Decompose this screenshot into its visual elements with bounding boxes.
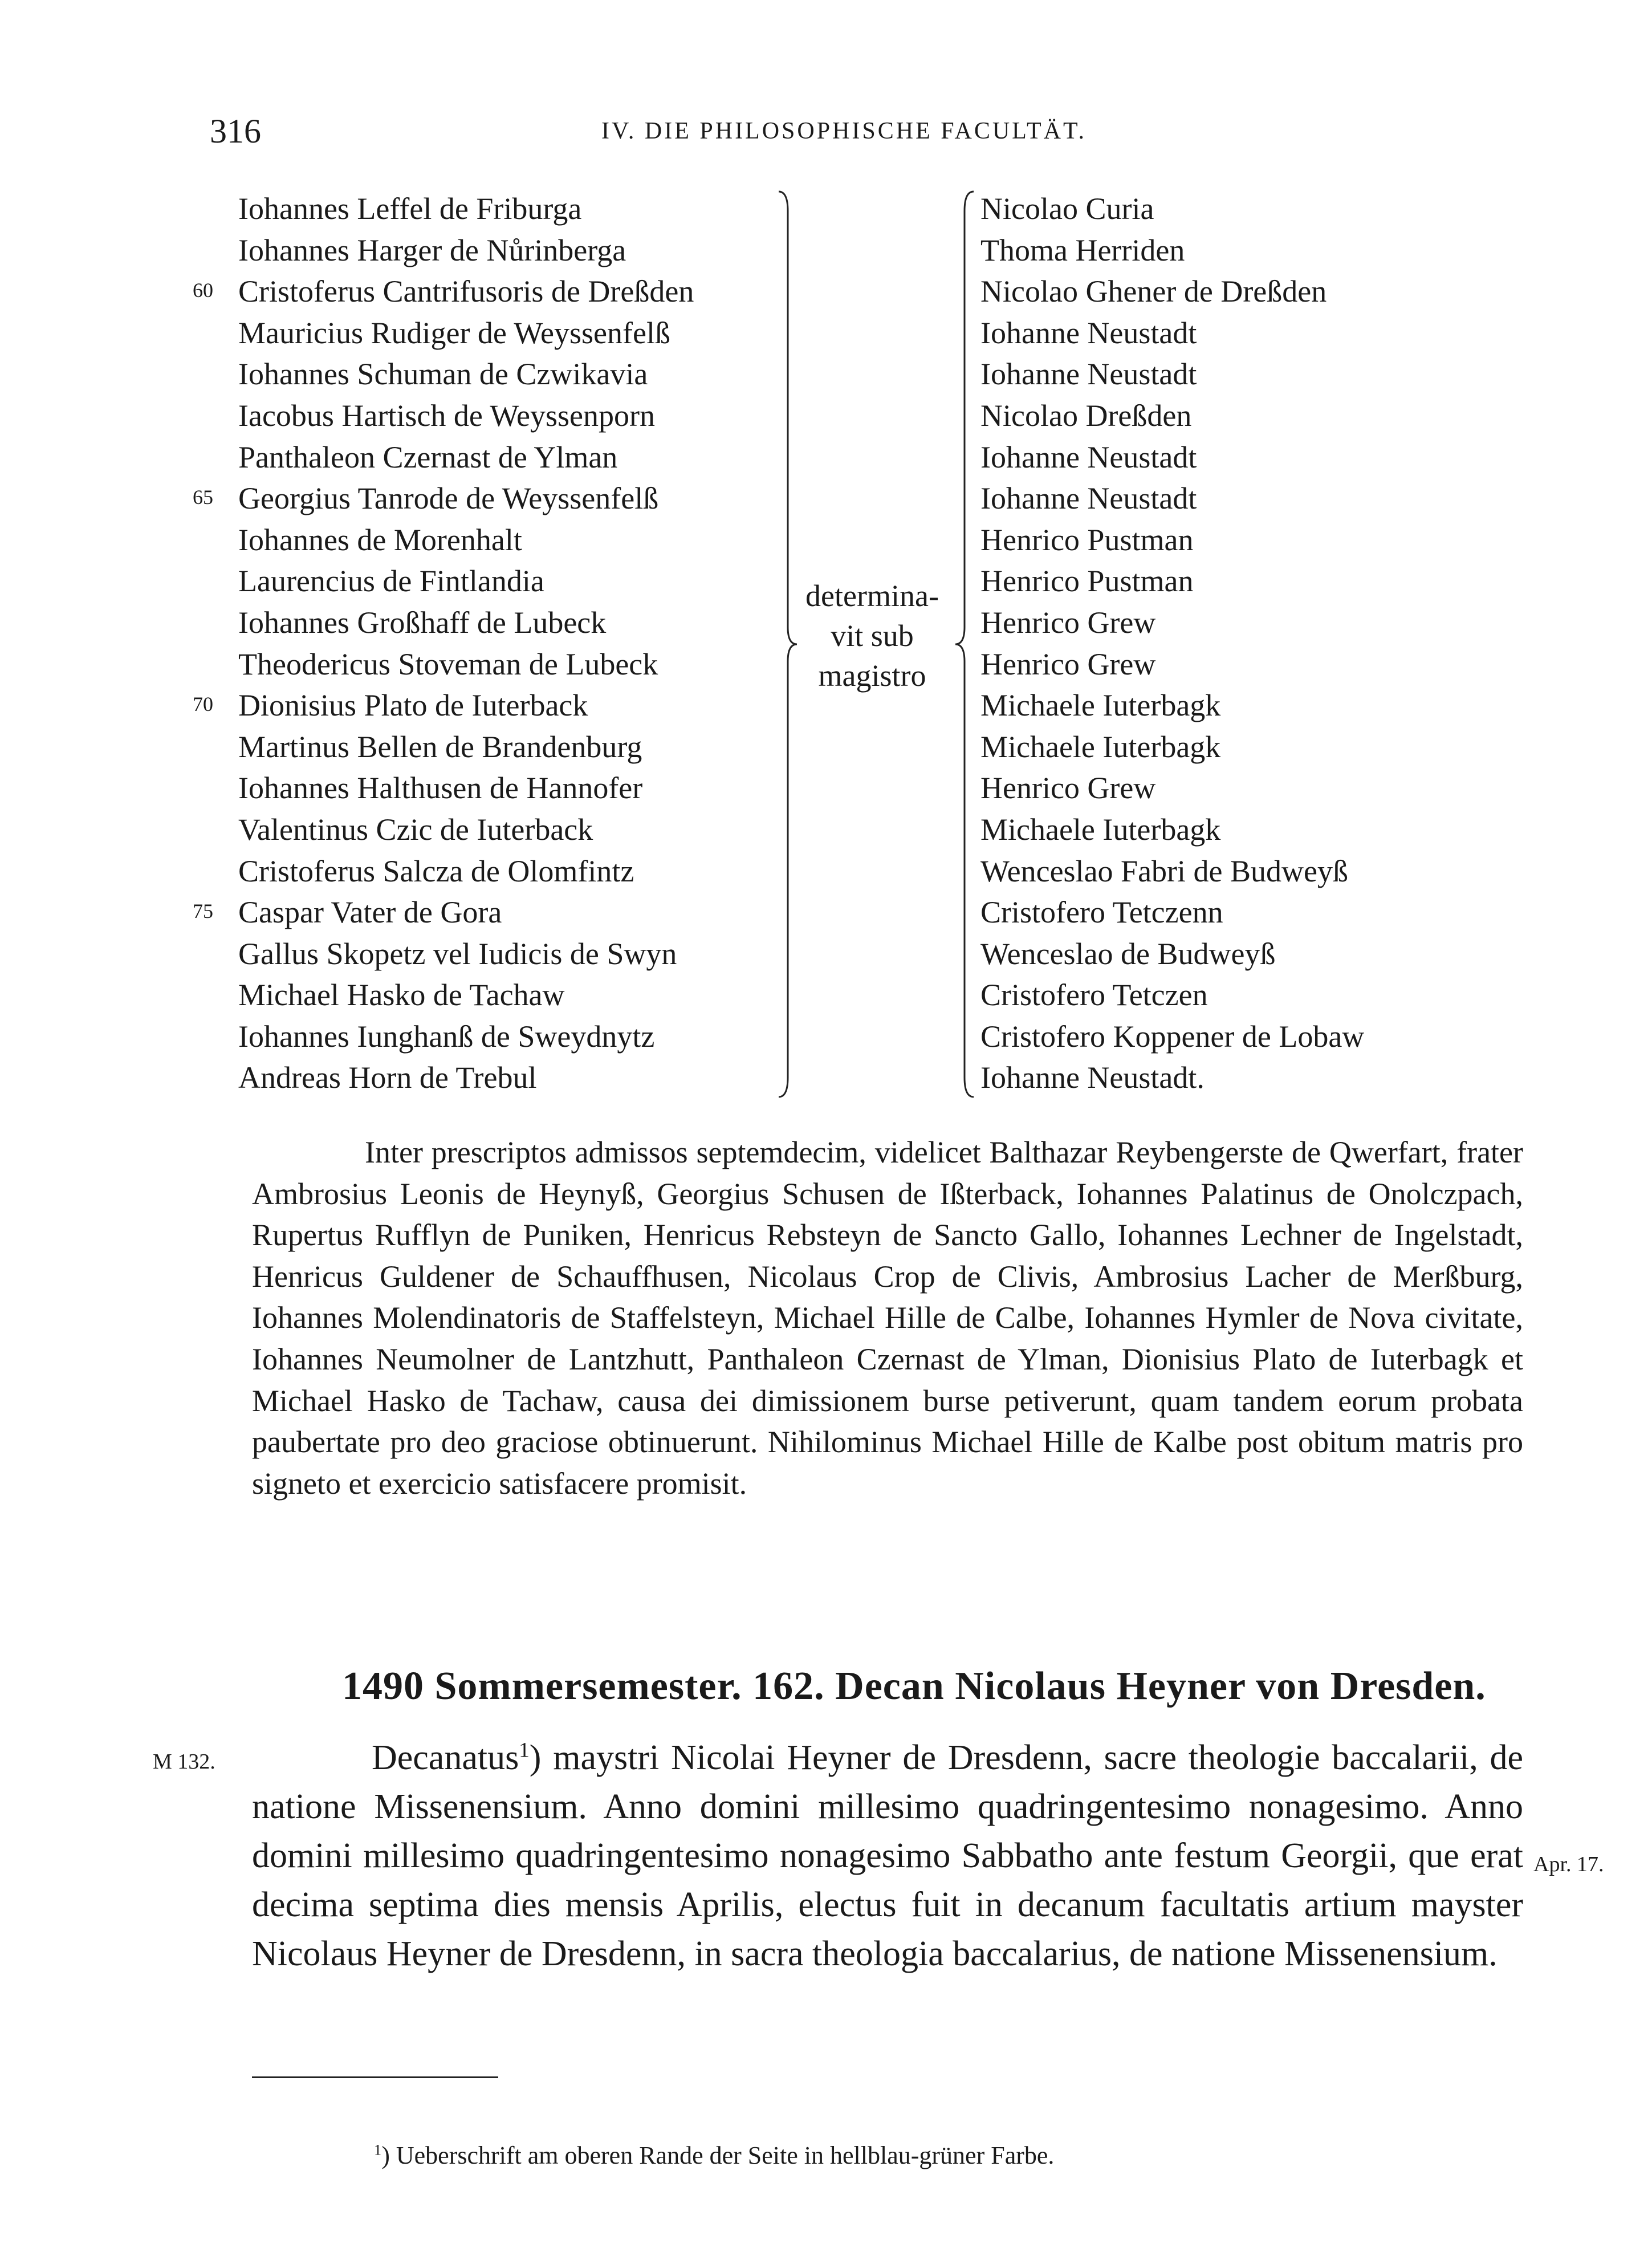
list-item: Cristofero Tetczen bbox=[980, 978, 1208, 1013]
list-item: Mauricius Rudiger de Weyssenfelß bbox=[238, 315, 670, 350]
list-item: Henrico Grew bbox=[980, 647, 1156, 681]
list-item: Panthaleon Czernast de Ylman bbox=[238, 440, 618, 474]
list-item: Michaele Iuterbagk bbox=[980, 812, 1221, 847]
section-heading: 1490 Sommersemester. 162. Decan Nicolaus Heyner von Dresden. bbox=[342, 1664, 1486, 1708]
list-item: Dionisius Plato de Iuterback bbox=[238, 688, 588, 723]
list-item: Michael Hasko de Tachaw bbox=[238, 978, 565, 1013]
list-item: Wenceslao de Budweyß bbox=[980, 936, 1276, 971]
footnote-divider bbox=[252, 2076, 498, 2078]
line-number: 60 bbox=[193, 279, 213, 302]
list-item: Henrico Grew bbox=[980, 771, 1156, 806]
list-item: Thoma Herriden bbox=[980, 233, 1185, 267]
list-item: Nicolao Dreßden bbox=[980, 398, 1192, 433]
student-name-list bbox=[238, 188, 786, 1099]
list-item: Cristofero Tetczenn bbox=[980, 895, 1223, 930]
list-item: Henrico Pustman bbox=[980, 564, 1194, 599]
list-item: Gallus Skopetz vel Iudicis de Swyn bbox=[238, 936, 677, 971]
brace-annotation-line: magistro bbox=[818, 659, 926, 693]
list-item: Valentinus Czic de Iuterback bbox=[238, 812, 593, 847]
list-item: Laurencius de Fintlandia bbox=[238, 564, 544, 599]
margin-note-right: Apr. 17. bbox=[1533, 1852, 1604, 1876]
list-item: Michaele Iuterbagk bbox=[980, 688, 1221, 723]
brace-annotation bbox=[792, 576, 952, 696]
footnote-reference: 1 bbox=[519, 1738, 530, 1762]
list-item: Iohannes Harger de Nůrinberga bbox=[238, 233, 626, 267]
list-item: Iohanne Neustadt. bbox=[980, 1060, 1205, 1095]
line-number: 65 bbox=[193, 486, 213, 509]
list-item: Iohannes Schuman de Czwikavia bbox=[238, 357, 648, 392]
list-item: Iohannes Halthusen de Hannofer bbox=[238, 771, 643, 806]
line-number: 75 bbox=[193, 900, 213, 922]
section-paragraph bbox=[252, 1733, 1523, 1978]
list-item: Georgius Tanrode de Weyssenfelß bbox=[238, 481, 659, 516]
list-item: Andreas Horn de Trebul bbox=[238, 1060, 537, 1095]
list-item: Caspar Vater de Gora bbox=[238, 895, 502, 930]
list-item: Cristofero Koppener de Lobaw bbox=[980, 1019, 1365, 1054]
list-item: Nicolao Ghener de Dreßden bbox=[980, 274, 1327, 309]
list-item: Iohanne Neustadt bbox=[980, 315, 1197, 350]
list-item: Iohannes Leffel de Friburga bbox=[238, 192, 582, 226]
list-item: Iohanne Neustadt bbox=[980, 481, 1197, 516]
list-item: Martinus Bellen de Brandenburg bbox=[238, 729, 642, 764]
list-item: Iohannes de Morenhalt bbox=[238, 522, 522, 557]
list-item: Theodericus Stoveman de Lubeck bbox=[238, 647, 658, 681]
list-item: Nicolao Curia bbox=[980, 192, 1154, 226]
list-item: Cristoferus Salcza de Olomfintz bbox=[238, 853, 634, 888]
list-item: Henrico Grew bbox=[980, 605, 1156, 640]
list-item: Iohanne Neustadt bbox=[980, 357, 1197, 392]
line-number: 70 bbox=[193, 693, 213, 716]
list-item: Henrico Pustman bbox=[980, 522, 1194, 557]
footnote bbox=[374, 2141, 1054, 2170]
master-name-list bbox=[980, 188, 1551, 1099]
running-title: IV. DIE PHILOSOPHISCHE FACULTÄT. bbox=[601, 118, 1087, 144]
list-item: Iacobus Hartisch de Weyssenporn bbox=[238, 398, 655, 433]
brace-annotation-line: vit sub bbox=[831, 619, 914, 653]
paragraph-text: Decanatus bbox=[372, 1738, 519, 1777]
page-number: 316 bbox=[210, 112, 261, 150]
list-item: Iohannes Großhaff de Lubeck bbox=[238, 605, 607, 640]
margin-note-left: M 132. bbox=[153, 1750, 215, 1774]
paragraph-text: ) maystri Nicolai Heyner de Dresdenn, sacre theologie baccalarii, de natione Missenensium. Anno domini millesimo quadringentesimo nonagesimo. Anno domini millesimo quadringentesimo nonagesimo Sabbatho ante festum Georgii, que erat decima septima dies mensis Aprilis, electus fuit in decanum facultatis artium mayster Nicolaus Heyner de Dresdenn, in sacra theologia baccalarius, de natione Missenensium. bbox=[252, 1738, 1523, 1973]
opening-brace bbox=[953, 188, 976, 1100]
footnote-text: ) Ueberschrift am oberen Rande der Seite in hellblau-grüner Farbe. bbox=[381, 2141, 1055, 2169]
body-paragraph: Inter prescriptos admissos septemdecim, videlicet Balthazar Reybengerste de Qwerfart, frater Ambrosius Leonis de Heynyß, Georgius Schusen de Ißterback, Iohannes Palatinus de Onolczpach, Rupertus Rufflyn de Puniken, Henricus Rebsteyn de Sancto Gallo, Iohannes Lechner de Ingelstadt, Henricus Guldener de Schauffhusen, Nicolaus Crop de Clivis, Ambrosius Lacher de Merßburg, Iohannes Molendinatoris de Staffelsteyn, Michael Hille de Calbe, Iohannes Hymler de Nova civitate, Iohannes Neumolner de Lantzhutt, Panthaleon Czernast de Ylman, Dionisius Plato de Iuterbagk et Michael Hasko de Tachaw, causa dei dimissionem burse petiverunt, quam tandem eorum probata paubertate pro deo graciose obtinuerunt. Nihilominus Michael Hille de Kalbe post obitum matris pro signeto et exercicio satisfacere promisit. bbox=[252, 1135, 1523, 1501]
brace-annotation-line: determina- bbox=[805, 579, 939, 613]
footnote-mark: 1 bbox=[374, 2141, 382, 2159]
list-item: Michaele Iuterbagk bbox=[980, 729, 1221, 764]
list-item: Wenceslao Fabri de Budweyß bbox=[980, 853, 1348, 888]
list-item: Iohannes Iunghanß de Sweydnytz bbox=[238, 1019, 655, 1054]
list-item: Iohanne Neustadt bbox=[980, 440, 1197, 474]
list-item: Cristoferus Cantrifusoris de Dreßden bbox=[238, 274, 694, 309]
